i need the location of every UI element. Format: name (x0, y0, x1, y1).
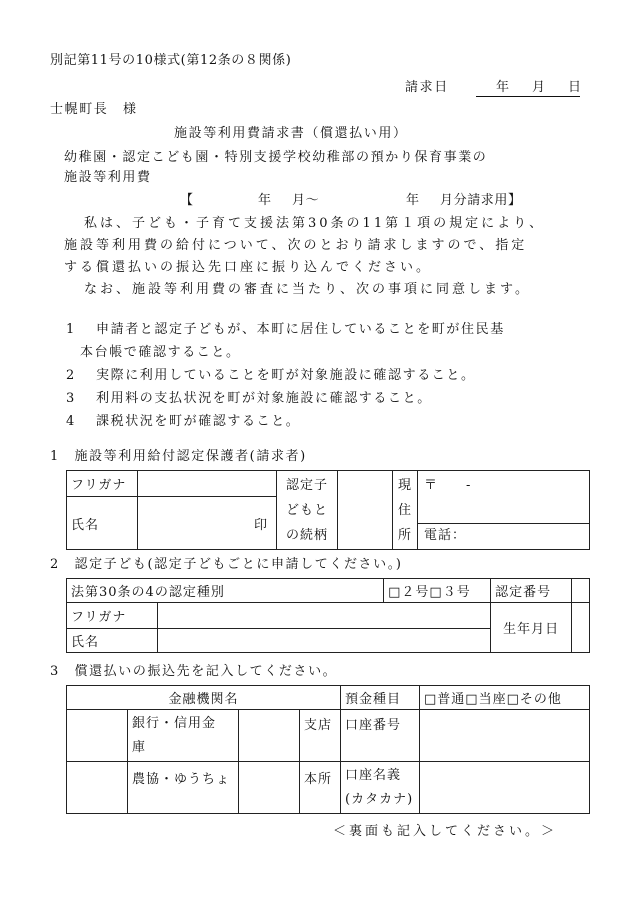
bank-kind-line: 銀行・信用金 (132, 716, 217, 731)
subtitle-line-2: 施設等利用費 (64, 170, 152, 185)
consent-item: 利用料の支払状況を町が対象施設に確認すること。 (96, 391, 432, 406)
child-furigana-label: フリガナ (67, 603, 158, 629)
relation-label (277, 471, 338, 550)
period-month-from: 月～ (292, 193, 320, 208)
address-field[interactable] (418, 471, 590, 550)
birth-date-field[interactable] (572, 603, 590, 653)
relation-label-line: 認定子 (285, 477, 328, 493)
relation-label-line: どもと (285, 502, 328, 518)
guardian-name-label: 氏名 (67, 497, 138, 550)
account-holder-line: 口座名義 (345, 768, 402, 783)
bank-kind-label: 農協・ゆうちょ (128, 762, 239, 814)
child-table (66, 578, 590, 653)
body-line-3: する償還払いの振込先口座に振り込んでください。 (64, 260, 433, 275)
body-line-4: なお、施設等利用費の審査に当たり、次の事項に同意します。 (84, 282, 531, 297)
request-date-field[interactable] (476, 80, 580, 97)
section-3-heading: 3 償還払いの振込先を記入してください。 (50, 664, 338, 679)
period-year-1: 年 (258, 193, 272, 208)
certification-number-label: 認定番号 (491, 579, 572, 603)
certification-type-label: 法第30条の4の認定種別 (67, 579, 384, 603)
account-type-options[interactable]: □普通□当座□その他 (420, 686, 590, 710)
address-label-line: 住 (397, 502, 412, 518)
guardian-table (66, 470, 590, 550)
request-date-year: 年 (496, 80, 510, 95)
consent-item: 実際に利用していることを町が対象施設に確認すること。 (96, 368, 476, 383)
guardian-furigana-field[interactable] (138, 471, 277, 497)
child-name-field[interactable] (158, 629, 491, 653)
address-label-line: 現 (397, 477, 412, 493)
branch-label: 支店 (300, 710, 341, 762)
address-label-line: 所 (397, 527, 412, 543)
request-date-month: 月 (532, 80, 546, 95)
subtitle-line-1: 幼稚園・認定こども園・特別支援学校幼稚部の預かり保育事業の (64, 150, 488, 165)
phone-field[interactable]: 電話： (418, 523, 589, 548)
account-number-label: 口座番号 (341, 710, 420, 762)
child-furigana-field[interactable] (158, 603, 491, 629)
account-type-label: 預金種目 (341, 686, 420, 710)
branch-name-field[interactable] (239, 762, 300, 814)
consent-number: 4 (66, 414, 75, 429)
certification-number-field[interactable] (572, 579, 590, 603)
relation-label-line: の続柄 (285, 527, 328, 543)
bank-kind-line: 庫 (132, 740, 147, 755)
consent-item: 課税状況を町が確認すること。 (96, 414, 301, 429)
postal-code: 〒 - (424, 478, 472, 493)
birth-date-label: 生年月日 (491, 603, 572, 653)
main-office-label: 本所 (300, 762, 341, 814)
bank-name-field[interactable] (67, 762, 128, 814)
period-month-to: 月分請求用】 (440, 193, 522, 208)
section-1-heading: 1 施設等利用給付認定保護者(請求者) (50, 449, 307, 464)
account-holder-field[interactable] (420, 762, 590, 814)
consent-item-continued: 本台帳で確認すること。 (80, 345, 241, 360)
bank-name-field[interactable] (67, 710, 128, 762)
period-year-2: 年 (406, 193, 420, 208)
address-label (393, 471, 418, 550)
bank-name-header: 金融機関名 (67, 686, 341, 710)
seal-mark: 印 (253, 517, 268, 533)
request-date-day: 日 (568, 80, 582, 95)
guardian-name-field[interactable] (138, 497, 277, 550)
account-holder-label (341, 762, 420, 814)
page-title: 施設等利用費請求書（償還払い用） (174, 126, 408, 141)
consent-number: 1 (66, 322, 75, 337)
consent-number: 2 (66, 368, 75, 383)
addressee: 士幌町長 様 (50, 102, 138, 117)
branch-name-field[interactable] (239, 710, 300, 762)
footer-note: ＜裏面も記入してください。＞ (333, 824, 558, 839)
account-number-field[interactable] (420, 710, 590, 762)
consent-item: 申請者と認定子どもが、本町に居住していることを町が住民基 (96, 322, 505, 337)
guardian-furigana-label: フリガナ (67, 471, 138, 497)
form-label: 別記第11号の10様式(第12条の８関係) (50, 53, 292, 68)
period-open: 【 (180, 193, 194, 208)
consent-number: 3 (66, 391, 75, 406)
child-name-label: 氏名 (67, 629, 158, 653)
bank-kind-label (128, 710, 239, 762)
bank-table (66, 685, 590, 814)
certification-type-options[interactable]: □２号□３号 (384, 579, 491, 603)
request-date-label: 請求日 (405, 80, 449, 95)
section-2-heading: 2 認定子ども(認定子どもごとに申請してください。) (50, 557, 403, 572)
body-line-2: 施設等利用費の給付について、次のとおり請求しますので、指定 (64, 238, 528, 253)
account-holder-kana: (カタカナ) (345, 792, 414, 807)
body-line-1: 私は、子ども・子育て支援法第30条の11第１項の規定により、 (84, 216, 546, 231)
relation-field[interactable] (338, 471, 393, 550)
